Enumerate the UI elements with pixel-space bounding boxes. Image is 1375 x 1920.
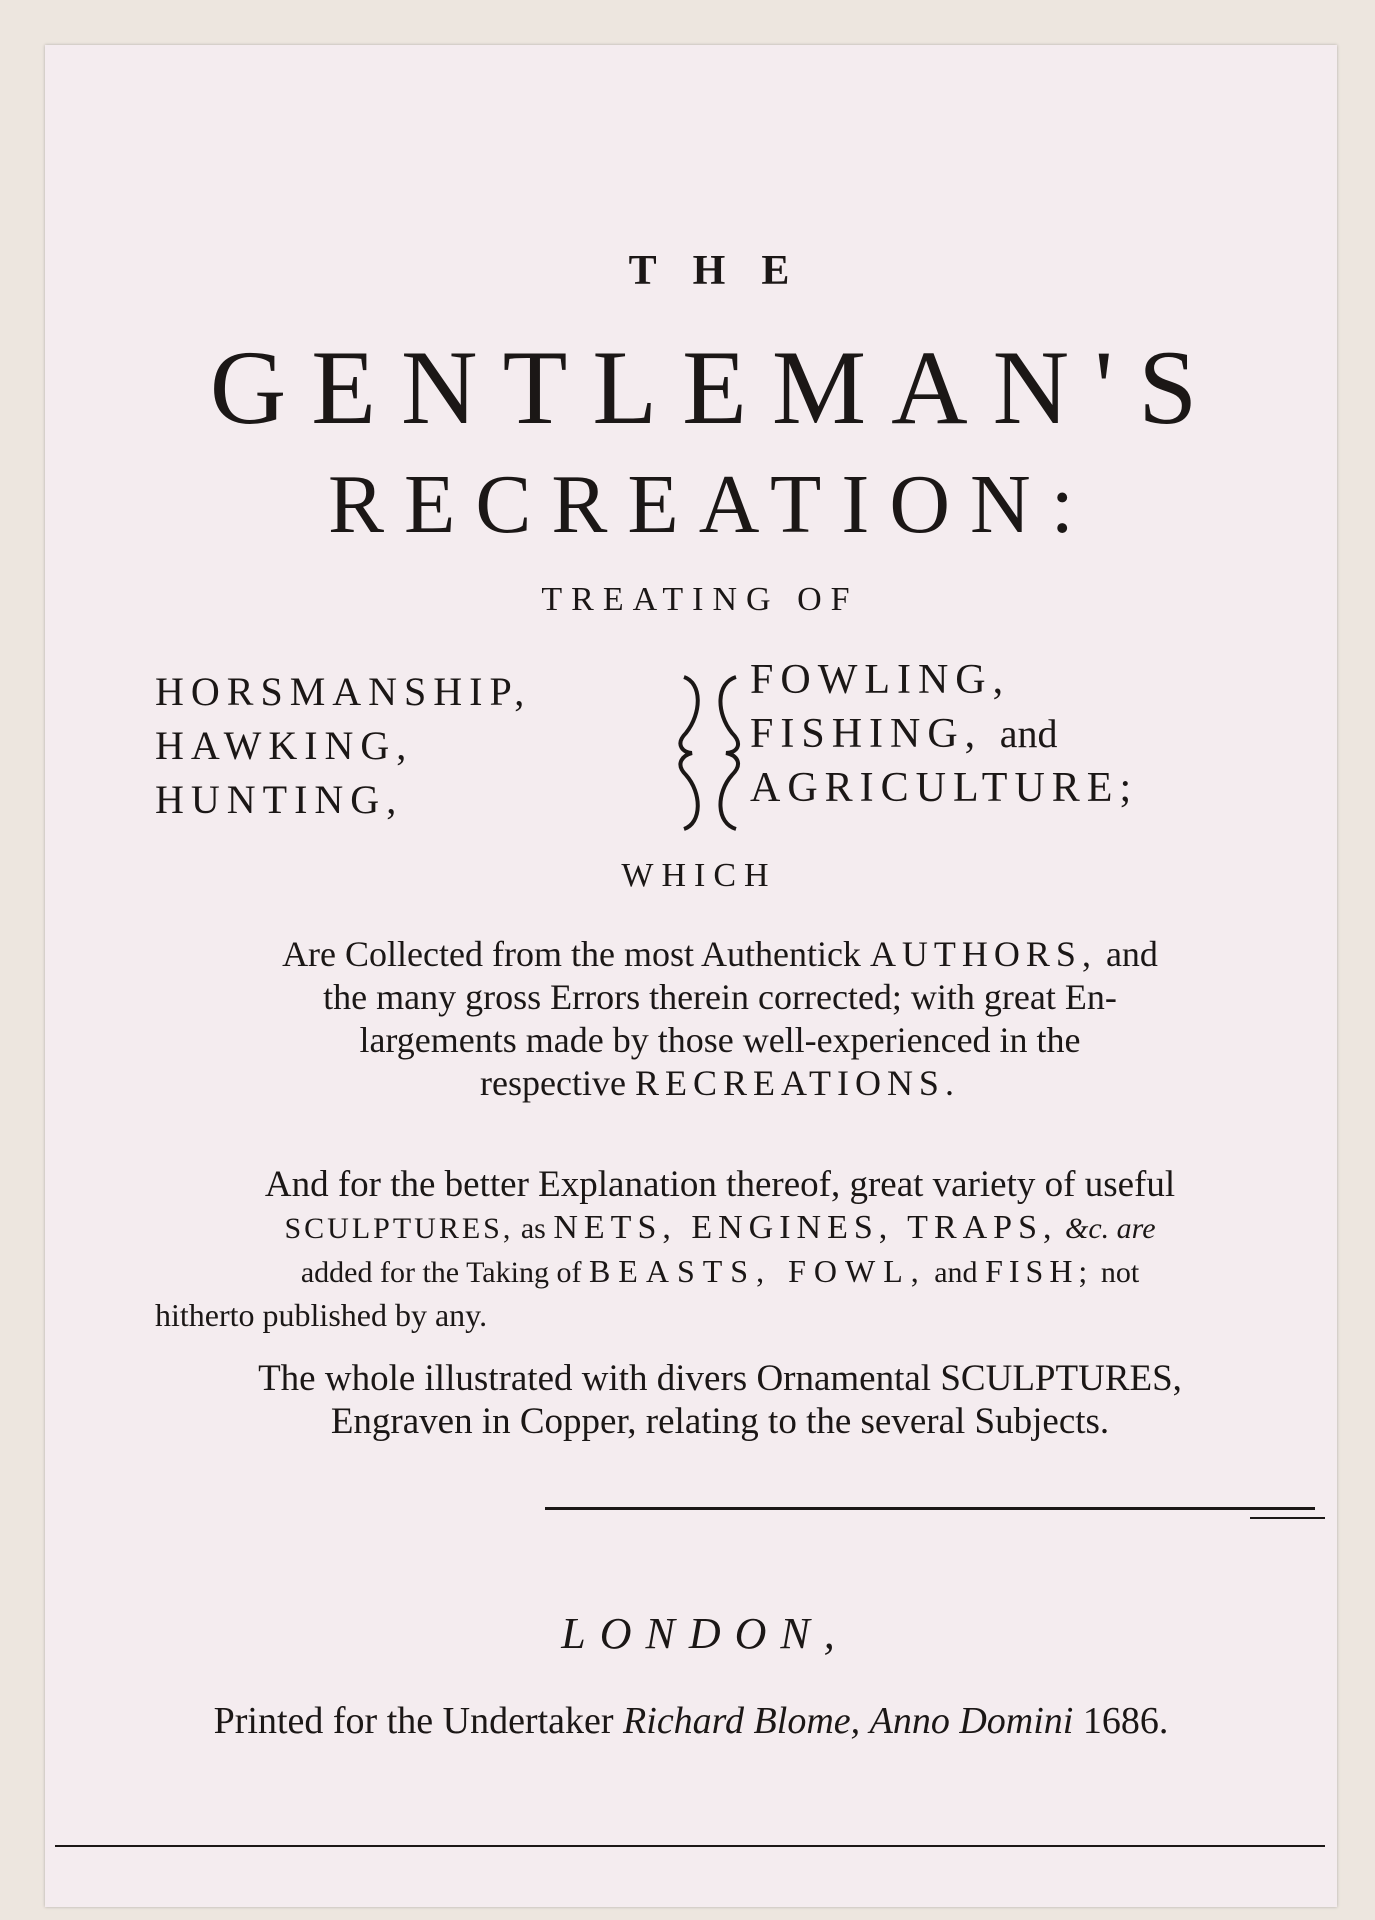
topic-hunting: HUNTING, xyxy=(155,777,404,822)
paragraph-line: largements made by those well-experienced in the xyxy=(359,1020,1081,1060)
title-article: THE xyxy=(628,248,826,294)
which-heading: WHICH xyxy=(621,857,777,894)
imprint-anno: Anno Domini xyxy=(869,1700,1074,1742)
title-line-gentlemans: GENTLEMAN'S xyxy=(209,329,1223,446)
sculptures-word: SCULPTURES, xyxy=(284,1212,514,1245)
paragraph-line xyxy=(155,1206,1285,1250)
topic-fishing: FISHING, xyxy=(750,711,983,757)
topic-fowling: FOWLING, xyxy=(750,657,1011,703)
imprint-year: 1686. xyxy=(1082,1700,1169,1742)
topics-right-column xyxy=(750,653,1138,815)
divider-rule xyxy=(545,1507,1315,1510)
paragraph-line: Engraven in Copper, relating to the several Subjects. xyxy=(330,1401,1110,1442)
imprint-line xyxy=(45,1699,1337,1743)
title-line-recreation: RECREATION: xyxy=(328,458,1094,551)
imprint-printer: Richard Blome, xyxy=(623,1700,861,1742)
imprint-prefix: Printed for the Undertaker xyxy=(213,1700,614,1742)
imprint-place: LONDON, xyxy=(561,1609,849,1658)
paragraph-collected xyxy=(155,933,1285,1105)
and-word: and xyxy=(1105,934,1158,974)
topic-fishing-line xyxy=(750,707,1138,761)
title-page xyxy=(45,45,1337,1907)
subtitle-treating-of: TREATING OF xyxy=(541,581,859,618)
divider-rule-tail xyxy=(1250,1517,1325,1519)
topic-horsmanship: HORSMANSHIP, xyxy=(155,669,532,714)
topic-hawking: HAWKING, xyxy=(155,723,414,768)
paragraph-text: respective xyxy=(480,1063,626,1103)
beasts-fowl: BEASTS, FOWL, xyxy=(588,1253,927,1289)
nets-engines-traps: NETS, ENGINES, TRAPS, xyxy=(553,1209,1058,1246)
bottom-rule xyxy=(55,1845,1325,1847)
paragraph-explanation xyxy=(155,1163,1285,1337)
paragraph-line: the many gross Errors therein corrected; with great En- xyxy=(323,977,1117,1017)
topics-left-column xyxy=(155,665,531,827)
topic-agriculture: AGRICULTURE; xyxy=(750,765,1139,811)
paragraph-line xyxy=(155,933,1285,976)
paragraph-text: &c. are xyxy=(1065,1212,1156,1245)
double-brace-ornament xyxy=(654,673,764,833)
paragraph-text: Are Collected from the most Authentick xyxy=(282,934,861,974)
recreations-word: RECREATIONS. xyxy=(634,1063,960,1103)
paragraph-line xyxy=(155,1062,1285,1105)
paragraph-line xyxy=(155,1250,1285,1294)
fish-word: FISH; xyxy=(985,1253,1094,1289)
paragraph-line: hitherto published by any. xyxy=(155,1297,488,1333)
paragraph-text: not xyxy=(1100,1256,1140,1289)
paragraph-text: as xyxy=(520,1212,546,1245)
topic-and: and xyxy=(999,711,1058,756)
paragraph-illustrated xyxy=(155,1357,1285,1443)
paragraph-text: and xyxy=(934,1256,978,1289)
paragraph-line: The whole illustrated with divers Ornamental SCULPTURES, xyxy=(258,1358,1182,1399)
paragraph-line: And for the better Explanation thereof, great variety of useful xyxy=(264,1164,1176,1205)
paragraph-text: added for the Taking of xyxy=(300,1256,582,1289)
authors-word: AUTHORS, xyxy=(869,934,1097,974)
